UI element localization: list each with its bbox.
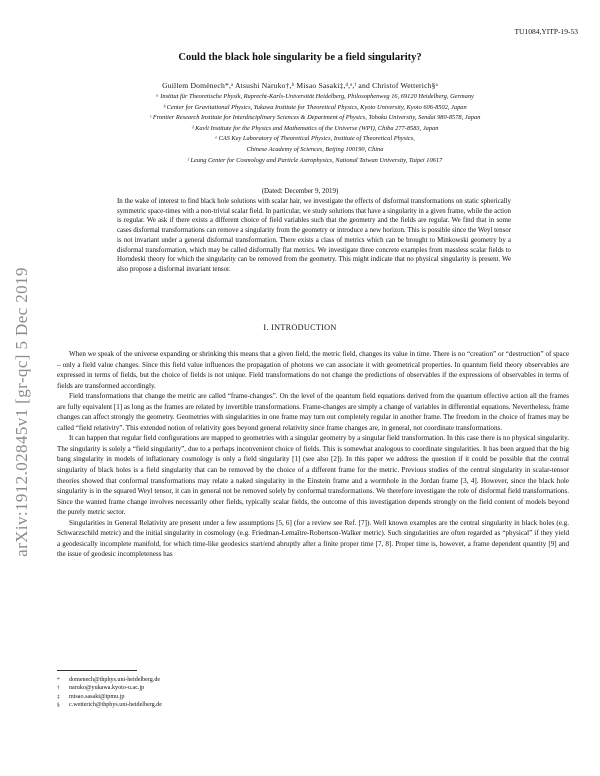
- affiliation: ᵉ CAS Key Laboratory of Theoretical Physics, Institute of Theoretical Physics,: [215, 135, 415, 143]
- report-number: TU1084,YITP-19-53: [514, 27, 578, 36]
- abstract: In the wake of interest to find black hole solutions with scalar hair, we investigate the effects of disformal transformations on static spherically symmetric space-times with a non-trivial scalar field. In particular, we study solutions that have a singularity in a given frame, while the action is regular. We ask if there exists a different choice of field variables such that the geometry and the fields are regular. We find that in some cases disformal transformations can remove a singularity from the geometry or introduce a new horizon. This is possible since the Weyl tensor is not invariant under a general disformal transformation. There exists a class of metrics which can be brought to Minkowski geometry by a disformal transformation, which may be called disformally flat metrics. We investigate three concrete examples from massless scalar fields to Horndeski theory for which the singularity can be removed from the geometry. This might indicate that no physical singularity is present. We also propose a disformal invariant tensor.: [117, 198, 511, 273]
- footnote: [57, 676, 357, 684]
- introduction-body: [57, 349, 569, 560]
- paragraph: Field transformations that change the metric are called “frame-changes”. On the level of the quantum field equations derived from the quantum effective action all the frames are fully equivalent [1] as long as the frames are related by invertible transformations. Frame-changes are simply a change of variables in differential equations. Nevertheless, frame changes can affect strongly the geometry. Geometries with singularities in one frame may turn out completely regular in another frame. The freedom in the choice of frames may be called “field relativity”. This extended notion of relativity goes beyond general relativity since frame changes are, in general, not coordinate transformations.: [57, 392, 569, 432]
- footnote-list: [57, 676, 357, 710]
- affiliation-list: [50, 92, 580, 166]
- paragraph: Singularities in General Relativity are present under a few assumptions [5, 6] (for a review see Ref. [7]). Well known examples are the central singularity in black holes (e.g. Schwarzschild metric) and the initial singularity in cosmology (e.g. Friedman-Lemaître-Robertson-Walker metric). Such singularities are often regarded as “physical” if they yield a geodesically incomplete manifold, for which time-like geodesics start/end abruptly after a finite proper time [7, 8]. Proper time is, however, a frame dependent quantity [9] and the issue of geodesic incompleteness has: [57, 518, 569, 559]
- footnote-email[interactable]: misao.sasaki@ipmu.jp: [69, 693, 125, 700]
- footnote-email[interactable]: c.wetterich@thphys.uni-heidelberg.de: [69, 702, 162, 709]
- arxiv-identifier-stamp: arXiv:1912.02845v1 [gr-qc] 5 Dec 2019: [12, 267, 31, 557]
- affiliation: ᵃ Institut für Theoretische Physik, Ruprecht-Karls-Universität Heidelberg, Philosophenweg 16, 69120 Heidelberg, Germany: [156, 93, 474, 100]
- footnote-mark: §: [57, 702, 60, 709]
- footnote-mark: ‡: [57, 693, 60, 700]
- footnote-divider: [57, 670, 137, 671]
- footnote-email[interactable]: domenech@thphys.uni-heidelberg.de: [69, 677, 161, 683]
- affiliation: ᶠ Leung Center for Cosmology and Particle Astrophysics, National Taiwan University, Taipei 10617: [187, 156, 443, 164]
- paper-title: Could the black hole singularity be a field singularity?: [178, 52, 422, 63]
- affiliation: Chinese Academy of Sciences, Beijing 100190, China: [246, 145, 384, 153]
- affiliation: ᵈ Kavli Institute for the Physics and Mathematics of the Universe (WPI), Chiba 277-8583, Japan: [191, 124, 439, 132]
- footnote-mark: †: [57, 685, 60, 692]
- author-list: Guillem Domènech*,ᵃ Atsushi Naruko†,ᵇ Misao Sasaki‡,ᵈ,ᵉ,ᶠ and Christof Wetterich§ᵃ: [162, 81, 438, 90]
- paragraph: When we speak of the universe expanding or shrinking this means that a given field, the metric field, changes its value in time. There is no “creation” or “destruction” of space – only a field value changes. Since this field value influences the propagation of photons we can associate it with geometrical properties. In quantum field theory observables are expressed in terms of fields, but the choice of fields is not unique. Field transformations do not change the predictions of observables if the expressions of observables in terms of fields are transformed accordingly.: [57, 350, 569, 390]
- date-line: (Dated: December 9, 2019): [261, 187, 339, 195]
- footnote-email[interactable]: naruko@yukawa.kyoto-u.ac.jp: [69, 685, 145, 692]
- section-heading: I. INTRODUCTION: [263, 323, 337, 332]
- footnote-mark: *: [57, 677, 60, 683]
- paragraph: It can happen that regular field configurations are mapped to geometries with a singular geometry by a singular field transformation. In this case there is no physical singularity. The singularity is solely a “field singularity”, due to a perhaps inconvenient choice of fields. This is somewhat analogous to coordinate singularities. It has been argued that the big bang singularity in models of inflationary cosmology is only a field singularity [1] (see also [2]). In this paper we address the question if it could be possible that the central singularity of black holes is a field singularity that can be removed by the choice of a different frame for the metric. Previous studies of the central singularity in scalar-tensor theories showed that conformal transformations may relate a naked singularity in the Einstein frame and a wormhole in the Jordan frame [3, 4]. However, since the black hole singularity is in the squared Weyl tensor, it can in general not be removed solely by conformal transformations. We therefore investigate the role of disformal field transformations. Since the wanted frame change involves necessarily other fields, typically scalar fields, the outcome of this investigation depends strongly on the field content of models beyond the purely metric sector.: [57, 434, 569, 517]
- footnote: [57, 693, 357, 701]
- footnote: [57, 684, 357, 692]
- affiliation: ᵇ Center for Gravitational Physics, Yukawa Institute for Theoretical Physics, Kyoto University, Kyoto 606-8502, Japan: [163, 103, 467, 111]
- affiliation: ᶜ Frontier Research Institute for Interdisciplinary Sciences & Department of Physics, Tohoku University, Sendai 980-8578, Japan: [149, 114, 481, 122]
- footnote: [57, 701, 357, 709]
